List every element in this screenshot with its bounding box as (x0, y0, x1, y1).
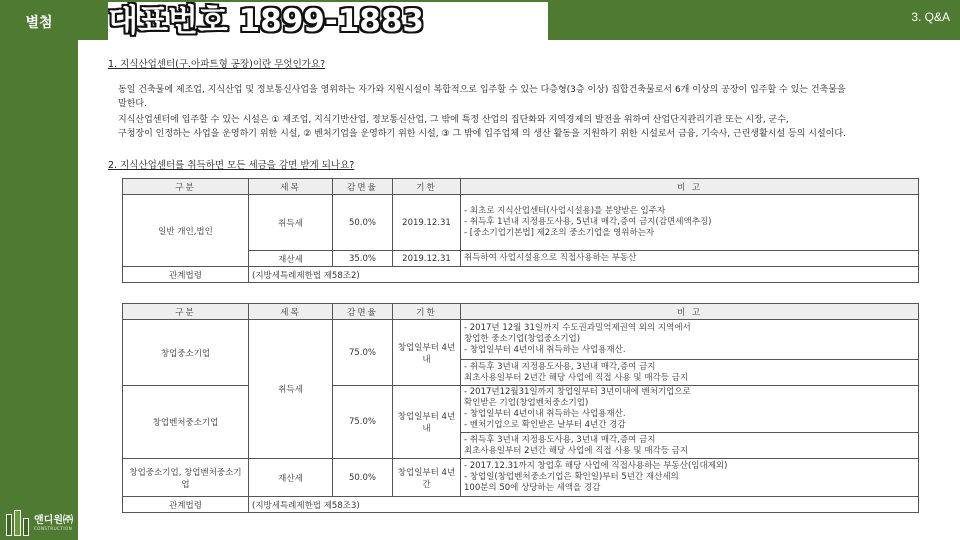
category-cell: 창업벤처중소기업 (123, 386, 249, 459)
header-category: 구분 (123, 179, 249, 195)
header-category: 구분 (123, 304, 249, 320)
remark-line: - 2017년12월31일까지 창업일부터 3년이내에 벤처기업으로 (464, 387, 691, 397)
remark-line: 최초사용일부터 2년간 해당 사업에 직접 사용 및 매각등 금지 (464, 445, 689, 456)
rate-cell: 75.0% (333, 320, 393, 386)
remarks-cell (461, 459, 919, 497)
header-tax-type: 세목 (249, 304, 333, 320)
rate-cell: 75.0% (333, 386, 393, 459)
answer-1-line-1: 동일 건축물에 제조업, 지식산업 및 정보통신사업을 영위하는 자가와 지원시설이 복합적으로 입주할 수 있는 다층형(3층 이상) 집합건축물로서 6개 이상의 공장이 입주할 수 있는 건축물을 (118, 85, 846, 95)
deadline-cell: 창업일부터 4년내 (393, 320, 461, 386)
header-remarks: 비 고 (461, 179, 919, 195)
company-logo (4, 508, 78, 536)
logo-name: 앤디원㈜ (34, 515, 73, 526)
sidebar (0, 0, 78, 540)
remark-line: - 창업일부터 4년이내 취득하는 사업용재산. (464, 409, 626, 419)
remarks-cell (461, 320, 919, 360)
category-cell: 일반 개인,법인 (123, 195, 249, 267)
section-label: 3. Q&A (911, 10, 950, 24)
headline-text: 대표번호 1899-1883 (108, 3, 425, 39)
tax-type-cell: 취득세 (249, 320, 333, 459)
tax-type-cell: 재산세 (249, 251, 333, 267)
question-2-title: 2. 지식산업센터를 취득하면 모든 세금을 감면 받게 되나요? (108, 160, 355, 171)
remark-line: - 취득후 1년내 지정용도사용, 5년내 매각,증여 금지(감면세액추징) (464, 217, 712, 227)
remark-line: - 2017년 12월 31일까지 수도권과밀억제권역 외의 지역에서 (464, 323, 691, 333)
remark-line: - 취득후 3년내 지정용도사용, 3년내 매각,증여 금지 (464, 361, 656, 372)
law-label-cell: 관계법령 (123, 497, 249, 513)
header-remarks: 비 고 (461, 304, 919, 320)
answer-1-line-3: 지식산업센터에 입주할 수 있는 시설은 ① 제조업, 지식기반산업, 정보통신산업, 그 밖에 특정 산업의 집단화와 지역경제의 발전을 위하여 산업단지관리기관 또는 시장, 군수, (118, 115, 789, 125)
remark-line: 100분의 50에 상당하는 세액을 경감 (464, 483, 601, 493)
law-cell: (지방세특례제한법 제58조2) (249, 267, 919, 283)
tax-type-cell: 취득세 (249, 195, 333, 251)
rate-cell: 35.0% (333, 251, 393, 267)
logo-sub: CONSTRUCTION (34, 526, 73, 531)
header-deadline: 기한 (393, 304, 461, 320)
remark-line: 창업한 중소기업(창업중소기업) (464, 334, 581, 344)
category-cell: 창업중소기업, 창업벤처중소기업 (123, 459, 249, 497)
remarks-cell (461, 433, 919, 459)
remark-line: - 취득후 3년내 지정용도사용, 3년내 매각,증여 금지 (464, 434, 656, 445)
header-rate: 감면율 (333, 304, 393, 320)
deadline-cell: 2019.12.31 (393, 195, 461, 251)
remarks-cell (461, 195, 919, 251)
remark-line: 최초사용일부터 2년간 해당 사업에 직접 사용 및 매각등 금지 (464, 372, 689, 383)
remark-line: - 창업일(창업벤처중소기업은 확인일)부터 5년간 재산세의 (464, 472, 679, 482)
question-1-title: 1. 지식산업센터(구.아파트형 공장)이란 무엇인가요? (108, 59, 326, 70)
header-deadline: 기한 (393, 179, 461, 195)
category-cell: 창업중소기업 (123, 320, 249, 386)
tax-table-general (122, 178, 919, 283)
remarks-cell (461, 386, 919, 433)
tax-table-startup (122, 303, 919, 513)
headline-banner (108, 2, 548, 42)
remark-line: - [중소기업기본법] 제2조의 중소기업을 영위하는자 (464, 228, 655, 238)
remark-line: 확인받은 기업(창업벤처중소기업) (464, 398, 589, 408)
rate-cell: 50.0% (333, 195, 393, 251)
deadline-cell: 2019.12.31 (393, 251, 461, 267)
deadline-cell: 창업일부터 4년간 (393, 459, 461, 497)
law-cell: (지방세특례제한법 제58조3) (249, 497, 919, 513)
header-rate: 감면율 (333, 179, 393, 195)
remark-line: - 2017.12.31까지 창업후 해당 사업에 직접사용하는 부동산(임대제외) (464, 461, 728, 471)
building-icon (4, 508, 32, 536)
rate-cell: 50.0% (333, 459, 393, 497)
header-tax-type: 세목 (249, 179, 333, 195)
deadline-cell: 창업일부터 4년내 (393, 386, 461, 459)
tax-type-cell: 재산세 (249, 459, 333, 497)
remark-line: - 창업일부터 4년이내 취득하는 사업용재산. (464, 345, 626, 355)
answer-1-line-2: 말한다. (118, 99, 147, 109)
remark-line: - 최초로 지식산업센터(사업시설용)를 분양받은 입주자 (464, 206, 666, 216)
attachment-tag: 별첨 (25, 15, 53, 31)
law-label-cell: 관계법령 (123, 267, 249, 283)
remark-line: - 벤처기업으로 확인받은 날부터 4년간 경감 (464, 420, 626, 430)
answer-1-line-4: 구청장이 인정하는 사업을 운영하기 위한 시설, ② 벤처기업을 운영하기 위한 시설, ③ 그 밖에 입주업체 의 생산 활동을 지원하기 위한 시설로서 금융, 기숙사, 근린생활시설 등의 시설이다. (118, 129, 846, 139)
remarks-cell: 취득하여 사업시설용으로 직접사용하는 부동산 (461, 251, 919, 267)
remarks-cell (461, 360, 919, 386)
